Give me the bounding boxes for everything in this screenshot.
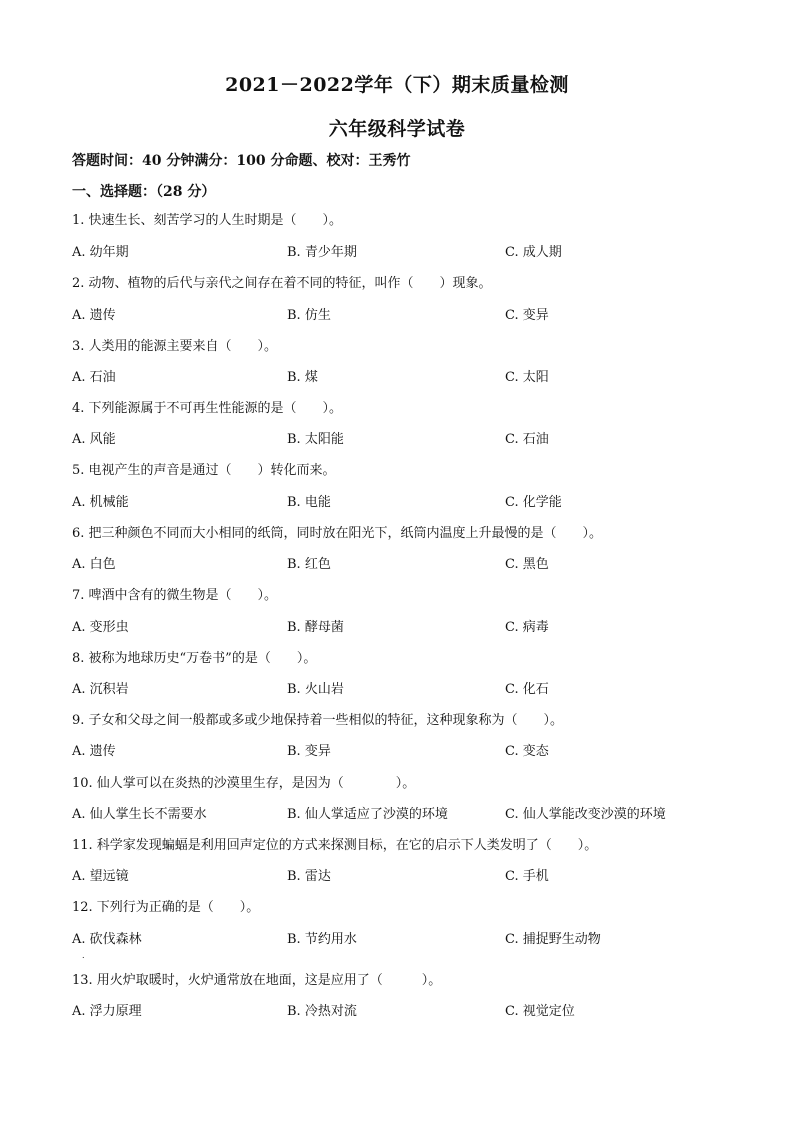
option-b: B. 变异 bbox=[287, 744, 331, 759]
option-a: A. 沉积岩 bbox=[72, 682, 129, 697]
option-c: C. 化学能 bbox=[505, 495, 562, 510]
question-7: 7. 啤酒中含有的微生物是（ ）。 bbox=[72, 588, 278, 603]
question-13: 13. 用火炉取暖时，火炉通常放在地面，这是应用了（ ）。 bbox=[72, 973, 442, 988]
option-b: B. 雷达 bbox=[287, 869, 331, 884]
option-b: B. 红色 bbox=[287, 557, 331, 572]
option-a: A. 机械能 bbox=[72, 495, 129, 510]
question-9: 9. 子女和父母之间一般都或多或少地保持着一些相似的特征，这种现象称为（ ）。 bbox=[72, 713, 564, 728]
question-2: 2. 动物、植物的后代与亲代之间存在着不同的特征，叫作（ ）现象。 bbox=[72, 276, 492, 291]
option-b: B. 煤 bbox=[287, 370, 318, 385]
option-a: A. 遗传 bbox=[72, 308, 116, 323]
option-b: B. 火山岩 bbox=[287, 682, 344, 697]
option-b: B. 酵母菌 bbox=[287, 620, 344, 635]
option-c: C. 石油 bbox=[505, 432, 549, 447]
question-10-options bbox=[72, 806, 732, 824]
option-a: A. 遗传 bbox=[72, 744, 116, 759]
section-title: 一、选择题：（28 分） bbox=[72, 184, 216, 200]
question-13-options bbox=[72, 1003, 732, 1021]
exam-info: 答题时间：40 分钟满分：100 分命题、校对：王秀竹 bbox=[72, 153, 411, 169]
stray-dot-mark: . bbox=[82, 951, 85, 960]
option-c: C. 成人期 bbox=[505, 245, 562, 260]
question-5: 5. 电视产生的声音是通过（ ）转化而来。 bbox=[72, 463, 336, 478]
option-c: C. 变态 bbox=[505, 744, 549, 759]
option-b: B. 仿生 bbox=[287, 308, 331, 323]
question-1-options bbox=[72, 244, 732, 262]
question-5-options bbox=[72, 494, 732, 512]
option-b: B. 仙人掌适应了沙漠的环境 bbox=[287, 807, 448, 822]
question-1: 1. 快速生长、刻苦学习的人生时期是（ ）。 bbox=[72, 213, 343, 228]
question-3: 3. 人类用的能源主要来自（ ）。 bbox=[72, 339, 278, 354]
question-11-options bbox=[72, 868, 732, 886]
option-a: A. 浮力原理 bbox=[72, 1004, 142, 1019]
option-b: B. 电能 bbox=[287, 495, 331, 510]
option-a: A. 幼年期 bbox=[72, 245, 129, 260]
question-4: 4. 下列能源属于不可再生性能源的是（ ）。 bbox=[72, 401, 343, 416]
question-12-options bbox=[72, 931, 732, 949]
question-7-options bbox=[72, 619, 732, 637]
question-3-options bbox=[72, 369, 732, 387]
option-c: C. 捕捉野生动物 bbox=[505, 932, 601, 947]
option-c: C. 化石 bbox=[505, 682, 549, 697]
question-12: 12. 下列行为正确的是（ ）。 bbox=[72, 900, 260, 915]
option-c: C. 仙人掌能改变沙漠的环境 bbox=[505, 807, 666, 822]
question-8: 8. 被称为地球历史“万卷书”的是（ ）。 bbox=[72, 651, 317, 666]
question-8-options bbox=[72, 681, 732, 699]
option-b: B. 青少年期 bbox=[287, 245, 357, 260]
option-b: B. 冷热对流 bbox=[287, 1004, 357, 1019]
option-a: A. 望远镜 bbox=[72, 869, 129, 884]
option-c: C. 手机 bbox=[505, 869, 549, 884]
question-4-options bbox=[72, 431, 732, 449]
option-a: A. 变形虫 bbox=[72, 620, 129, 635]
option-a: A. 风能 bbox=[72, 432, 116, 447]
option-c: C. 变异 bbox=[505, 308, 549, 323]
option-a: A. 石油 bbox=[72, 370, 116, 385]
question-9-options bbox=[72, 743, 732, 761]
question-2-options bbox=[72, 307, 732, 325]
option-b: B. 太阳能 bbox=[287, 432, 344, 447]
question-6-options bbox=[72, 556, 732, 574]
exam-title: 2021－2022学年（下）期末质量检测 bbox=[225, 74, 569, 96]
option-a: A. 砍伐森林 bbox=[72, 932, 142, 947]
question-10: 10. 仙人掌可以在炎热的沙漠里生存，是因为（ ）。 bbox=[72, 776, 416, 791]
option-c: C. 视觉定位 bbox=[505, 1004, 575, 1019]
question-6: 6. 把三种颜色不同而大小相同的纸筒，同时放在阳光下，纸筒内温度上升最慢的是（ ）。 bbox=[72, 526, 603, 541]
option-a: A. 仙人掌生长不需要水 bbox=[72, 807, 207, 822]
option-c: C. 黑色 bbox=[505, 557, 549, 572]
option-a: A. 白色 bbox=[72, 557, 116, 572]
option-c: C. 太阳 bbox=[505, 370, 549, 385]
question-11: 11. 科学家发现蝙蝠是利用回声定位的方式来探测目标，在它的启示下人类发明了（ ）。 bbox=[72, 838, 598, 853]
option-c: C. 病毒 bbox=[505, 620, 549, 635]
option-b: B. 节约用水 bbox=[287, 932, 357, 947]
exam-subtitle: 六年级科学试卷 bbox=[328, 118, 466, 140]
